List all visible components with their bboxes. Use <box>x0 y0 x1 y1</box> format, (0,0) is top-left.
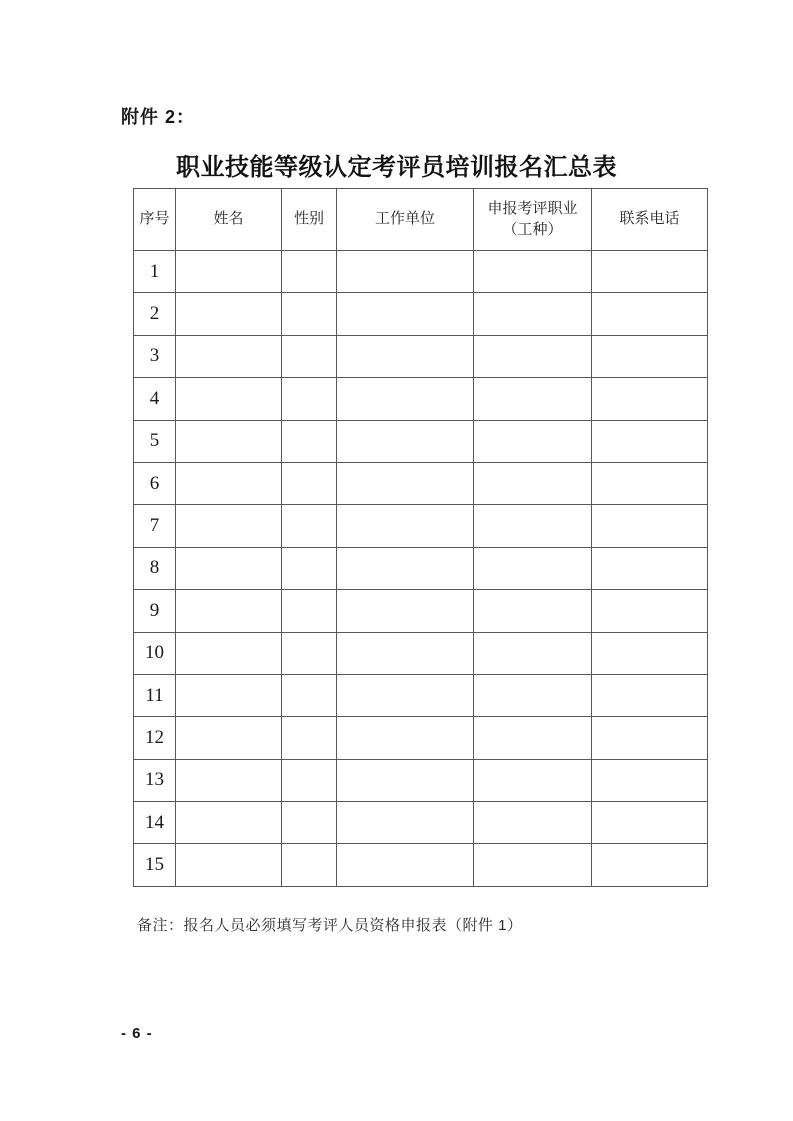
table-row <box>134 547 708 589</box>
row-number-cell: 14 <box>134 802 176 844</box>
table-row <box>134 335 708 377</box>
row-number-cell: 12 <box>134 717 176 759</box>
row-number-cell: 4 <box>134 378 176 420</box>
column-header-declared-occupation <box>474 189 592 251</box>
phone-cell <box>592 547 708 589</box>
phone-cell <box>592 293 708 335</box>
work-unit-cell <box>337 547 474 589</box>
signup-summary-table <box>133 188 708 887</box>
phone-cell <box>592 462 708 504</box>
row-number-cell: 6 <box>134 462 176 504</box>
gender-cell <box>282 462 337 504</box>
work-unit-cell <box>337 378 474 420</box>
work-unit-cell <box>337 335 474 377</box>
phone-cell <box>592 251 708 293</box>
note-text: 备注：报名人员必须填写考评人员资格申报表（附件 1） <box>137 917 523 934</box>
row-number-cell: 13 <box>134 759 176 801</box>
name-cell <box>176 462 282 504</box>
name-cell <box>176 717 282 759</box>
table-row <box>134 802 708 844</box>
name-cell <box>176 547 282 589</box>
row-number-cell: 15 <box>134 844 176 886</box>
work-unit-cell <box>337 590 474 632</box>
name-cell <box>176 844 282 886</box>
table-header-row <box>134 189 708 251</box>
name-cell <box>176 293 282 335</box>
occupation-cell <box>474 335 592 377</box>
phone-cell <box>592 335 708 377</box>
gender-cell <box>282 335 337 377</box>
column-header-declared-occupation-line1: 申报考评职业 <box>487 201 578 218</box>
occupation-cell <box>474 547 592 589</box>
work-unit-cell <box>337 759 474 801</box>
row-number-cell: 11 <box>134 674 176 716</box>
column-header-serial-number: 序号 <box>134 189 176 251</box>
name-cell <box>176 674 282 716</box>
name-cell <box>176 802 282 844</box>
phone-cell <box>592 505 708 547</box>
name-cell <box>176 632 282 674</box>
gender-cell <box>282 802 337 844</box>
work-unit-cell <box>337 505 474 547</box>
phone-cell <box>592 378 708 420</box>
occupation-cell <box>474 378 592 420</box>
gender-cell <box>282 759 337 801</box>
name-cell <box>176 420 282 462</box>
occupation-cell <box>474 420 592 462</box>
row-number-cell: 9 <box>134 590 176 632</box>
work-unit-cell <box>337 632 474 674</box>
table-row <box>134 251 708 293</box>
row-number-cell: 5 <box>134 420 176 462</box>
gender-cell <box>282 590 337 632</box>
table-row <box>134 759 708 801</box>
table-row <box>134 844 708 886</box>
column-header-gender: 性别 <box>282 189 337 251</box>
occupation-cell <box>474 759 592 801</box>
work-unit-cell <box>337 844 474 886</box>
row-number-cell: 2 <box>134 293 176 335</box>
name-cell <box>176 505 282 547</box>
occupation-cell <box>474 462 592 504</box>
name-cell <box>176 335 282 377</box>
work-unit-cell <box>337 674 474 716</box>
phone-cell <box>592 717 708 759</box>
gender-cell <box>282 251 337 293</box>
gender-cell <box>282 293 337 335</box>
table-row <box>134 462 708 504</box>
occupation-cell <box>474 590 592 632</box>
gender-cell <box>282 505 337 547</box>
occupation-cell <box>474 802 592 844</box>
occupation-cell <box>474 251 592 293</box>
work-unit-cell <box>337 293 474 335</box>
gender-cell <box>282 844 337 886</box>
work-unit-cell <box>337 462 474 504</box>
occupation-cell <box>474 632 592 674</box>
column-header-work-unit: 工作单位 <box>337 189 474 251</box>
phone-cell <box>592 590 708 632</box>
gender-cell <box>282 717 337 759</box>
table-row <box>134 632 708 674</box>
occupation-cell <box>474 674 592 716</box>
work-unit-cell <box>337 420 474 462</box>
table-row <box>134 378 708 420</box>
occupation-cell <box>474 505 592 547</box>
occupation-cell <box>474 844 592 886</box>
row-number-cell: 1 <box>134 251 176 293</box>
row-number-cell: 3 <box>134 335 176 377</box>
row-number-cell: 8 <box>134 547 176 589</box>
gender-cell <box>282 547 337 589</box>
table-row <box>134 505 708 547</box>
phone-cell <box>592 844 708 886</box>
column-header-declared-occupation-line2: （工种） <box>502 221 563 238</box>
occupation-cell <box>474 293 592 335</box>
table-row <box>134 293 708 335</box>
name-cell <box>176 590 282 632</box>
phone-cell <box>592 632 708 674</box>
work-unit-cell <box>337 802 474 844</box>
table-row <box>134 420 708 462</box>
work-unit-cell <box>337 717 474 759</box>
table-row <box>134 674 708 716</box>
gender-cell <box>282 378 337 420</box>
gender-cell <box>282 674 337 716</box>
phone-cell <box>592 802 708 844</box>
row-number-cell: 10 <box>134 632 176 674</box>
name-cell <box>176 251 282 293</box>
occupation-cell <box>474 717 592 759</box>
table-row <box>134 590 708 632</box>
column-header-phone: 联系电话 <box>592 189 708 251</box>
attachment-label: 附件 2： <box>121 107 196 127</box>
phone-cell <box>592 674 708 716</box>
row-number-cell: 7 <box>134 505 176 547</box>
gender-cell <box>282 420 337 462</box>
column-header-name: 姓名 <box>176 189 282 251</box>
work-unit-cell <box>337 251 474 293</box>
page-title: 职业技能等级认定考评员培训报名汇总表 <box>176 154 617 181</box>
phone-cell <box>592 420 708 462</box>
phone-cell <box>592 759 708 801</box>
gender-cell <box>282 632 337 674</box>
name-cell <box>176 378 282 420</box>
name-cell <box>176 759 282 801</box>
page-number: - 6 - <box>121 1025 153 1042</box>
table-row <box>134 717 708 759</box>
